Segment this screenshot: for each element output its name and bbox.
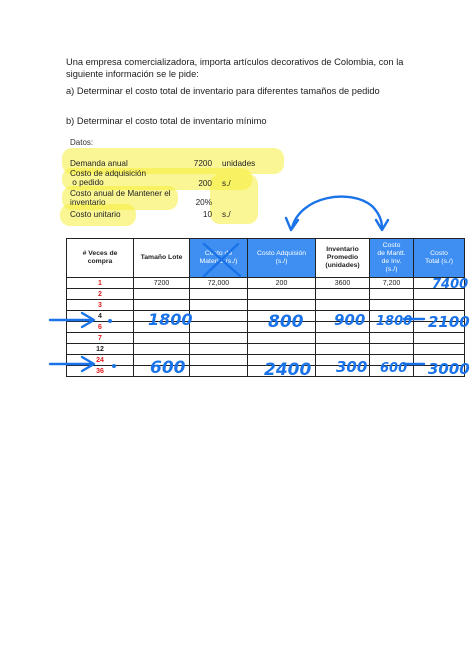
veces-cell: 24	[67, 355, 134, 366]
table-cell: 72,000	[190, 278, 248, 289]
datos-row-unit: s./	[222, 179, 231, 188]
datos-row-value: 7200	[193, 159, 212, 168]
ink-row12-mant: 600	[380, 361, 408, 376]
ink-row12-lote: 600	[150, 358, 186, 378]
cross-out-ink	[204, 244, 240, 276]
header-tamano-lote: Tamaño Lote	[134, 239, 190, 278]
ink-row4-adq: 800	[268, 312, 304, 332]
datos-row-label: Costo anual de Mantener el inventario	[70, 189, 171, 207]
table-cell: 7,200	[370, 278, 414, 289]
arrow-row12-ink	[50, 357, 94, 371]
datos-row-unit: unidades	[222, 159, 256, 168]
header-inventario-promedio: Inventario Promedio (unidades)	[316, 239, 370, 278]
header-costo-adquisicion: Costo Adquisión (s./)	[248, 239, 316, 278]
ink-row4-lote: 1800	[148, 310, 193, 329]
datos-row-label: Costo de adquisición o pedido	[70, 169, 147, 187]
ink-row4-total: 2100	[428, 313, 470, 331]
curved-arrow-ink	[292, 197, 382, 228]
ink-row12-adq: 2400	[264, 360, 312, 380]
intro-paragraph: Una empresa comercializadora, importa artículos decorativos de Colombia, con la siguiente información se le pide:	[66, 57, 404, 79]
veces-cell: 1	[67, 278, 134, 289]
ink-row12-inv: 300	[336, 358, 368, 376]
dot-mark	[108, 319, 112, 323]
datos-row-label: Demanda anual	[70, 159, 128, 168]
table-cell: 7200	[134, 278, 190, 289]
ink-row4-mant: 1800	[376, 314, 413, 329]
dot-mark	[112, 364, 116, 368]
table-cell: 200	[248, 278, 316, 289]
datos-row-value: 20%	[195, 198, 212, 207]
veces-cell: 3	[67, 300, 134, 311]
veces-cell: 4	[67, 311, 134, 322]
datos-row-unit: s./	[222, 210, 231, 219]
datos-row-value: 200	[198, 179, 212, 188]
datos-label: Datos:	[70, 138, 94, 147]
veces-cell: 7	[67, 333, 134, 344]
arrow-row4-ink	[50, 313, 94, 327]
ink-row12-total: 3000	[428, 360, 470, 378]
header-costo-material: Costo de Material (s./)	[190, 239, 248, 278]
veces-cell: 12	[67, 344, 134, 355]
header-costo-mantenimiento: Costo de Mantt. de Inv. (s./)	[370, 239, 414, 278]
header-veces-compra: # Veces de compra	[67, 239, 134, 278]
veces-cell: 2	[67, 289, 134, 300]
veces-cell: 36	[67, 366, 134, 377]
datos-row-label: Costo unitario	[70, 210, 121, 219]
datos-row-value: 10	[202, 210, 212, 219]
question-b: b) Determinar el costo total de inventario mínimo	[66, 116, 267, 126]
veces-cell: 6	[67, 322, 134, 333]
question-a: a) Determinar el costo total de inventario para diferentes tamaños de pedido	[66, 86, 380, 96]
ink-row4-inv: 900	[334, 311, 366, 329]
header-costo-total: Costo Total (s./)	[414, 239, 465, 278]
ink-row1-total: 7400	[432, 277, 469, 292]
table-cell: 3600	[316, 278, 370, 289]
